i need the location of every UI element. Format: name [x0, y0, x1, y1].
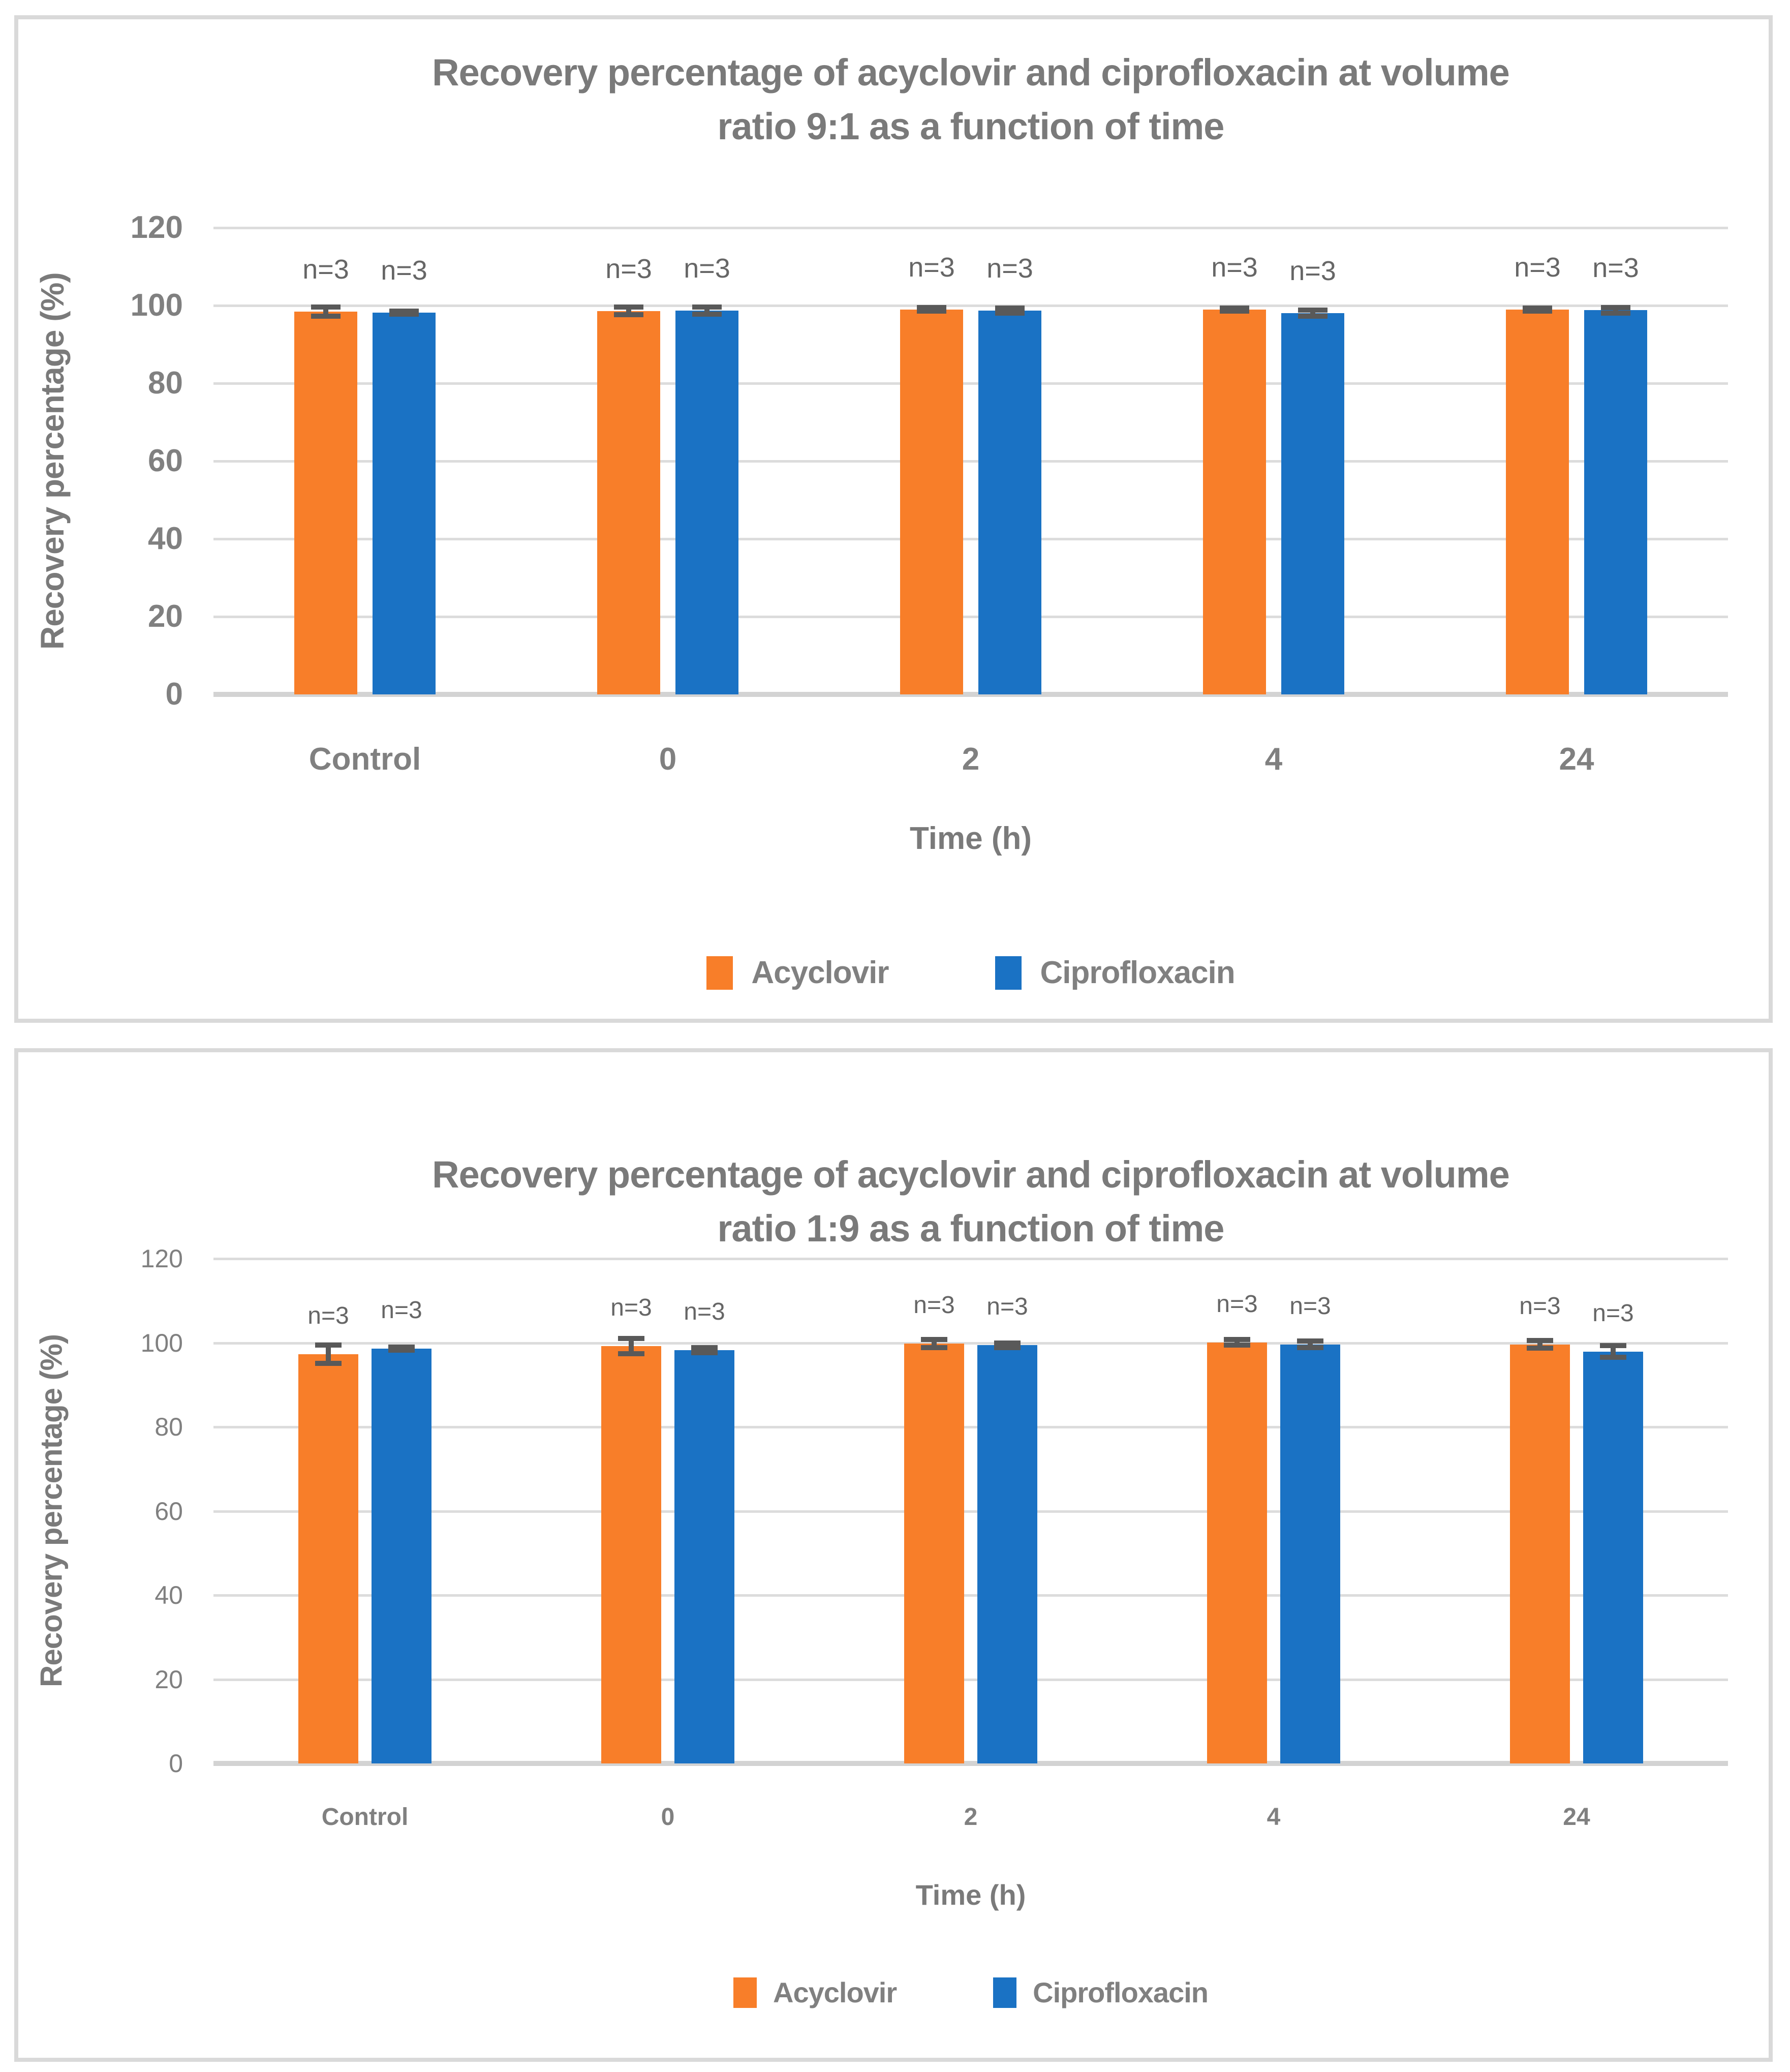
error-bar-cap-top-acyclovir-control — [311, 304, 341, 310]
legend-item-ciprofloxacin — [995, 955, 1235, 991]
legend-label-ciprofloxacin: Ciprofloxacin — [1033, 1976, 1208, 2008]
bar-ciprofloxacin-control — [372, 1349, 431, 1763]
legend-item-acyclovir — [733, 1976, 897, 2009]
error-bar-cap-top-ciprofloxacin-4 — [1297, 1338, 1323, 1344]
chart-title — [213, 46, 1728, 154]
legend-label-acyclovir: Acyclovir — [773, 1976, 897, 2008]
x-axis-title: Time (h) — [910, 821, 1032, 856]
legend-item-acyclovir — [706, 955, 888, 991]
legend — [213, 1976, 1728, 2009]
gridline-120 — [213, 1258, 1728, 1260]
gridline-120 — [213, 227, 1728, 229]
bar-acyclovir-control — [294, 312, 357, 694]
legend-label-ciprofloxacin: Ciprofloxacin — [1040, 955, 1235, 990]
chart-panel-ratio-9-1 — [14, 15, 1773, 1023]
gridline-0 — [213, 1761, 1728, 1766]
y-tick-60: 60 — [155, 1497, 183, 1526]
error-bar-cap-bottom-acyclovir-24 — [1527, 1346, 1553, 1351]
bar-label-ciprofloxacin-24: n=3 — [1592, 1299, 1634, 1327]
error-bar-cap-bottom-ciprofloxacin-0 — [691, 1350, 718, 1355]
y-tick-20: 20 — [155, 1665, 183, 1694]
bar-acyclovir-24 — [1506, 310, 1569, 694]
error-bar-cap-bottom-acyclovir-4 — [1220, 309, 1249, 314]
x-category-2: 2 — [962, 742, 980, 777]
legend-label-acyclovir: Acyclovir — [751, 955, 889, 990]
bar-label-ciprofloxacin-0: n=3 — [684, 253, 730, 284]
chart-title-line-1: Recovery percentage of acyclovir and ciprofloxacin at volume — [432, 1153, 1509, 1196]
error-bar-cap-bottom-acyclovir-24 — [1523, 309, 1552, 314]
gridline-60 — [213, 1510, 1728, 1513]
error-bar-cap-bottom-acyclovir-control — [311, 314, 341, 319]
y-tick-100: 100 — [130, 288, 183, 323]
error-bar-cap-bottom-ciprofloxacin-control — [389, 312, 419, 317]
y-tick-40: 40 — [155, 1581, 183, 1609]
error-bar-cap-top-ciprofloxacin-0 — [691, 1345, 718, 1350]
error-bar-cap-bottom-ciprofloxacin-0 — [692, 312, 722, 317]
bar-ciprofloxacin-2 — [978, 311, 1041, 694]
error-bar-cap-bottom-acyclovir-2 — [917, 309, 946, 314]
error-bar-cap-top-ciprofloxacin-24 — [1601, 305, 1630, 310]
bar-label-acyclovir-0: n=3 — [610, 1294, 652, 1322]
bar-acyclovir-4 — [1203, 310, 1266, 694]
error-bar-cap-top-acyclovir-control — [315, 1343, 342, 1348]
bar-label-ciprofloxacin-4: n=3 — [1289, 256, 1336, 287]
gridline-80 — [213, 382, 1728, 385]
bar-label-ciprofloxacin-24: n=3 — [1592, 253, 1639, 284]
gridline-40 — [213, 1594, 1728, 1597]
x-category-24: 24 — [1559, 742, 1594, 777]
x-category-4: 4 — [1264, 742, 1283, 777]
bar-label-ciprofloxacin-control: n=3 — [381, 255, 427, 286]
chart-title-line-1: Recovery percentage of acyclovir and ciprofloxacin at volume — [432, 51, 1509, 94]
legend-swatch-acyclovir — [706, 956, 733, 990]
bar-label-ciprofloxacin-2: n=3 — [986, 253, 1033, 284]
legend-swatch-acyclovir — [733, 1977, 757, 2008]
error-bar-cap-bottom-ciprofloxacin-4 — [1297, 1345, 1323, 1350]
bar-label-acyclovir-control: n=3 — [307, 1302, 349, 1329]
y-tick-0: 0 — [165, 677, 183, 712]
y-tick-40: 40 — [148, 521, 183, 556]
bar-ciprofloxacin-4 — [1281, 313, 1344, 694]
x-category-24: 24 — [1563, 1804, 1590, 1831]
bar-ciprofloxacin-24 — [1584, 310, 1647, 694]
y-tick-60: 60 — [148, 443, 183, 478]
legend-swatch-ciprofloxacin — [995, 956, 1022, 990]
bar-label-ciprofloxacin-2: n=3 — [986, 1293, 1028, 1321]
x-category-0: 0 — [661, 1804, 675, 1831]
error-bar-cap-top-acyclovir-24 — [1527, 1338, 1553, 1343]
error-bar-cap-bottom-ciprofloxacin-control — [388, 1348, 415, 1353]
bar-acyclovir-2 — [904, 1344, 964, 1763]
bar-label-ciprofloxacin-control: n=3 — [381, 1297, 422, 1324]
chart-panel-ratio-1-9 — [14, 1048, 1773, 2062]
gridline-100 — [213, 1342, 1728, 1345]
legend-item-ciprofloxacin — [993, 1976, 1208, 2009]
y-tick-120: 120 — [130, 210, 183, 245]
bar-acyclovir-2 — [900, 310, 963, 694]
error-bar-cap-bottom-ciprofloxacin-2 — [995, 311, 1025, 316]
gridline-80 — [213, 1426, 1728, 1428]
x-axis-title: Time (h) — [915, 1879, 1026, 1911]
error-bar-cap-top-ciprofloxacin-24 — [1600, 1343, 1626, 1348]
bar-ciprofloxacin-24 — [1583, 1352, 1643, 1763]
error-bar-cap-bottom-ciprofloxacin-24 — [1601, 311, 1630, 316]
error-bar-cap-bottom-acyclovir-control — [315, 1361, 342, 1366]
y-tick-80: 80 — [148, 365, 183, 401]
bar-label-ciprofloxacin-0: n=3 — [684, 1298, 725, 1326]
y-tick-0: 0 — [169, 1749, 183, 1778]
gridline-0 — [213, 692, 1728, 697]
bar-label-ciprofloxacin-4: n=3 — [1289, 1292, 1331, 1320]
chart-title-line-2: ratio 9:1 as a function of time — [717, 105, 1224, 147]
error-bar-cap-top-acyclovir-0 — [618, 1336, 644, 1341]
bar-ciprofloxacin-0 — [674, 1350, 734, 1763]
bar-acyclovir-0 — [601, 1346, 661, 1763]
bar-ciprofloxacin-control — [373, 313, 436, 694]
error-bar-cap-bottom-acyclovir-0 — [618, 1351, 644, 1356]
legend-swatch-ciprofloxacin — [993, 1977, 1016, 2008]
bar-ciprofloxacin-0 — [675, 311, 738, 694]
bar-label-acyclovir-24: n=3 — [1514, 252, 1561, 283]
gridline-20 — [213, 1679, 1728, 1681]
error-bar-cap-top-ciprofloxacin-0 — [692, 304, 722, 310]
y-tick-80: 80 — [155, 1413, 183, 1441]
y-tick-20: 20 — [148, 599, 183, 634]
gridline-100 — [213, 304, 1728, 307]
error-bar-cap-top-acyclovir-2 — [921, 1337, 947, 1342]
x-category-control: Control — [321, 1804, 409, 1831]
bar-acyclovir-0 — [597, 311, 660, 694]
gridline-60 — [213, 460, 1728, 463]
y-tick-100: 100 — [140, 1328, 183, 1357]
error-bar-cap-top-ciprofloxacin-4 — [1298, 308, 1328, 313]
bar-label-acyclovir-2: n=3 — [908, 252, 955, 283]
x-category-2: 2 — [964, 1804, 978, 1831]
bar-label-acyclovir-control: n=3 — [302, 254, 349, 285]
y-axis-title: Recovery percentage (%) — [34, 272, 71, 650]
chart-title-line-2: ratio 1:9 as a function of time — [717, 1207, 1224, 1250]
bar-ciprofloxacin-2 — [977, 1345, 1037, 1763]
bar-label-acyclovir-24: n=3 — [1519, 1292, 1561, 1320]
error-bar-cap-top-acyclovir-0 — [614, 304, 643, 310]
bar-label-acyclovir-4: n=3 — [1211, 252, 1258, 283]
x-category-control: Control — [308, 742, 421, 777]
chart-title — [213, 1148, 1728, 1256]
bar-ciprofloxacin-4 — [1280, 1345, 1340, 1763]
bar-label-acyclovir-4: n=3 — [1216, 1290, 1258, 1318]
x-category-4: 4 — [1267, 1804, 1281, 1831]
legend — [213, 955, 1728, 991]
x-category-0: 0 — [659, 742, 677, 777]
bar-label-acyclovir-0: n=3 — [605, 253, 652, 284]
error-bar-cap-bottom-ciprofloxacin-2 — [994, 1345, 1021, 1350]
error-bar-cap-bottom-ciprofloxacin-4 — [1298, 314, 1328, 319]
y-tick-120: 120 — [140, 1244, 183, 1273]
gridline-40 — [213, 538, 1728, 540]
y-axis-title: Recovery percentage (%) — [34, 1334, 69, 1688]
bar-label-acyclovir-2: n=3 — [913, 1292, 955, 1319]
error-bar-cap-bottom-acyclovir-4 — [1224, 1343, 1250, 1348]
error-bar-cap-bottom-ciprofloxacin-24 — [1600, 1355, 1626, 1360]
error-bar-cap-bottom-acyclovir-2 — [921, 1345, 947, 1350]
error-bar-cap-top-acyclovir-4 — [1224, 1337, 1250, 1342]
bar-acyclovir-24 — [1510, 1345, 1570, 1763]
gridline-20 — [213, 616, 1728, 618]
error-bar-cap-bottom-acyclovir-0 — [614, 312, 643, 317]
bar-acyclovir-control — [298, 1354, 358, 1763]
bar-acyclovir-4 — [1207, 1343, 1267, 1763]
